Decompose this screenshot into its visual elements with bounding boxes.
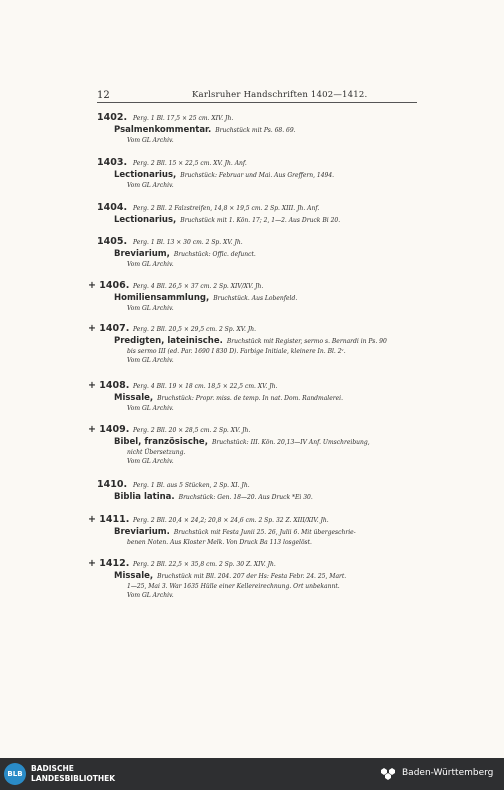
entry-content-line [114,215,340,225]
physical-description: Perg. 1 Bl. 17,5 × 25 cm. XIV. Jh. [133,115,234,122]
entry-description: Bruchstück: Gen. 18—20. Aus Druck *Ei 30. [178,494,313,501]
blb-logo-icon[interactable]: BLB [4,763,26,785]
entry-number: + 1407. [88,323,130,334]
physical-description: Perg. 2 Bll. 2 Falzstreifen, 14,8 × 19,5 cm. 2 Sp. XIII. Jh. Anf. [133,205,320,212]
provenance-note: Vom GL Archiv. [127,182,174,189]
provenance-note: Vom GL Archiv. [127,592,174,599]
entry-description: Bruchstück mit Bll. 204. 207 der Hs: Festa Febr. 24. 25, Mart. [157,573,347,580]
entry-number: 1403. [97,157,128,168]
entry-number: + 1412. [88,558,130,569]
entry-title: Bibel, französische, [114,437,208,447]
entry-title: Biblia latina. [114,492,175,502]
entry-number: + 1411. [88,514,130,525]
entry-description: Bruchstück: Propr. miss. de temp. In nat. Dom. Randmalerei. [157,395,344,402]
provenance-note: Vom GL Archiv. [127,261,174,268]
entry-content-line [114,393,343,403]
footer-bar [0,758,504,790]
entry-title: Breviarium. [114,527,170,537]
entry-description: Bruchstück mit Festa Junii 25. 26, Julii 6. Mit übergeschrie- [173,529,356,536]
physical-description: Perg. 2 Bll. 20,5 × 29,5 cm. 2 Sp. XV. Jh. [133,326,256,333]
entry-title: Missale, [114,393,154,403]
entry-number: 1405. [97,236,128,247]
provenance-note: Vom GL Archiv. [127,405,174,412]
library-name-line1: BADISCHE [31,764,74,773]
entry-title: Predigten, lateinische. [114,336,223,346]
page-number: 12 [97,90,110,101]
library-name[interactable] [31,764,115,784]
physical-description: Perg. 2 Bll. 15 × 22,5 cm. XV. Jh. Anf. [133,160,247,167]
entry-content-line [114,170,334,180]
provenance-note: Vom GL Archiv. [127,305,174,312]
entry-description: Bruchstück. Aus Lobenfeld. [213,295,298,302]
entry-content-line [114,249,256,259]
library-name-line2: LANDESBIBLIOTHEK [31,774,116,783]
entry-number: + 1408. [88,380,130,391]
entry-title: Breviarium, [114,249,170,259]
entry-continuation: benen Noten. Aus Kloster Melk. Von Druck Ba 113 losgelöst. [127,539,312,546]
entry-continuation: nicht Übersetzung. [127,449,186,456]
entry-description: Bruchstück mit Ps. 68. 69. [215,127,296,134]
physical-description: Perg. 2 Bll. 22,5 × 35,8 cm. 2 Sp. 30 Z. XIV. Jh. [133,561,276,568]
physical-description: Perg. 4 Bll. 26,5 × 37 cm. 2 Sp. XIV/XV. Jh. [133,283,264,290]
physical-description: Perg. 1 Bl. 13 × 30 cm. 2 Sp. XV. Jh. [133,239,243,246]
provenance-note: Vom GL Archiv. [127,357,174,364]
entry-continuation: bis sermo III (ed. Par. 1690 I 830 D). Farbige Initiale, kleinere In. Bl. 2ᵛ. [127,348,346,355]
page-header [97,90,417,103]
entry-number: + 1406. [88,280,130,291]
physical-description: Perg. 2 Bll. 20 × 28,5 cm. 2 Sp. XV. Jh. [133,427,251,434]
entry-number: 1404. [97,202,128,213]
entry-content-line [114,125,296,135]
entry-title: Missale, [114,571,154,581]
provenance-note: Vom GL Archiv. [127,458,174,465]
coat-of-arms-icon [380,767,396,781]
entry-content-line [114,527,356,537]
entry-number: 1410. [97,479,128,490]
entry-content-line [114,437,370,447]
entry-content-line [114,571,346,581]
entry-number: + 1409. [88,424,130,435]
entry-description: Bruchstück: Offic. defunct. [173,251,256,258]
physical-description: Perg. 1 Bl. aus 5 Stücken, 2 Sp. XI. Jh. [133,482,250,489]
entry-title: Lectionarius, [114,215,177,225]
entry-content-line [114,492,313,502]
entry-description: Bruchstück: Februar und Mai. Aus Greffern, 1494. [180,172,335,179]
entry-description: Bruchstück mit Register, sermo s. Bernardi in Ps. 90 [226,338,387,345]
entry-title: Psalmenkommentar. [114,125,212,135]
entry-title: Homiliensammlung, [114,293,210,303]
entry-content-line [114,293,297,303]
entry-title: Lectionarius, [114,170,177,180]
running-title: Karlsruher Handschriften 1402—1412. [192,90,368,100]
entry-description: Bruchstück mit 1. Kön. 17; 2, 1—2. Aus Druck Bi 20. [180,217,341,224]
provenance-note: Vom GL Archiv. [127,137,174,144]
entry-description: Bruchstück: III. Kön. 20,13—IV Anf. Umschreibung, [211,439,370,446]
physical-description: Perg. 2 Bll. 20,4 × 24,2; 20,8 × 24,6 cm. 2 Sp. 32 Z. XIII/XIV. Jh. [133,517,329,524]
entry-continuation: 1—25, Mai 3. War 1635 Hülle einer Kellereirechnung. Ort unbekannt. [127,583,340,590]
entry-number: 1402. [97,112,128,123]
entry-content-line [114,336,387,346]
physical-description: Perg. 4 Bll. 19 × 18 cm. 18,5 × 22,5 cm. XV. Jh. [133,383,278,390]
state-name[interactable]: Baden-Württemberg [402,768,494,778]
